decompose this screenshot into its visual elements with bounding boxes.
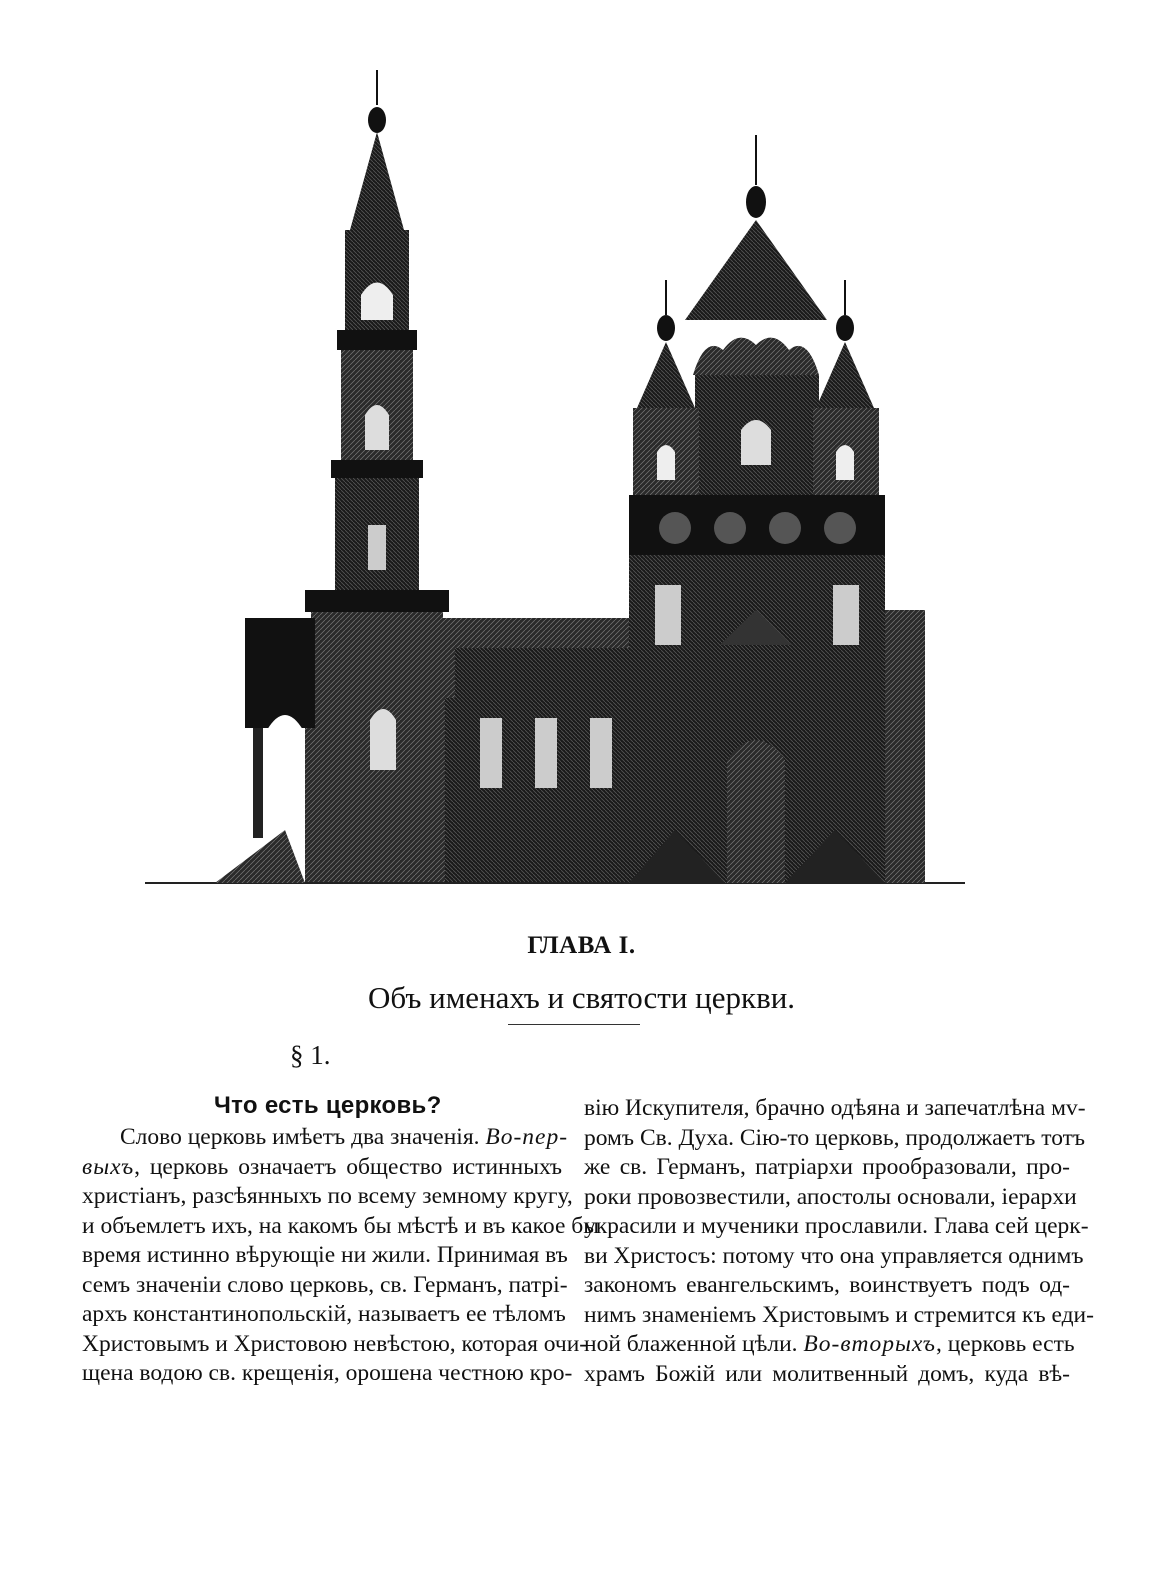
text-line: выхъ, церковь означаетъ общество истинныхъ (82, 1153, 562, 1180)
text-column-right (584, 1094, 1094, 1389)
title-divider (508, 1024, 640, 1025)
text-line: христіанъ, разсѣянныхъ по всему земному кругу, (82, 1183, 573, 1209)
church-domes (629, 135, 925, 883)
bell-tower (305, 70, 449, 642)
text-column-left (82, 1123, 599, 1389)
text-line: ви Христосъ: потому что она управляется однимъ (584, 1242, 1084, 1269)
text-line: ной блаженной цѣли. Во-вторыхъ, церковь есть (584, 1331, 1075, 1357)
text-line: вію Искупителя, брачно одѣяна и запечатлѣна мv- (584, 1095, 1086, 1121)
text-line: нимъ знаменіемъ Христовымъ и стремится къ еди- (584, 1301, 1094, 1328)
text-line: архъ константинопольскій, называетъ ее тѣломъ (82, 1301, 566, 1327)
text-line: храмъ Божій или молитвенный домъ, куда вѣ- (584, 1360, 1070, 1387)
text-line: щена водою св. крещенія, орошена честною кро- (82, 1360, 573, 1386)
text-line: ромъ Св. Духа. Сію-то церковь, продолжаетъ тотъ (584, 1124, 1086, 1151)
text-line: время истинно вѣрующіе ни жили. Принимая въ (82, 1242, 568, 1268)
chapter-heading: ГЛАВА I. (527, 932, 636, 959)
text-line: роки провозвестили, апостолы основали, іерархи (584, 1183, 1077, 1210)
text-line: Христовымъ и Христовою невѣстою, которая очи- (82, 1330, 588, 1357)
text-line: семъ значеніи слово церковь, св. Германъ, патрі- (82, 1271, 568, 1298)
text-line: закономъ евангельскимъ, воинствуетъ подъ од- (584, 1272, 1070, 1298)
text-line: Слово церковь имѣетъ два значенія. Во-пер- (120, 1124, 569, 1150)
text-line: же св. Германъ, патріархи прообразовали, про- (584, 1154, 1070, 1180)
section-heading: Что есть церковь? (214, 1092, 442, 1119)
text-line: украсили и мученики прославили. Глава сей церк- (584, 1213, 1089, 1239)
text-line: и объемлетъ ихъ, на какомъ бы мѣстѣ и въ какое бы (82, 1212, 599, 1239)
section-number: § 1. (290, 1040, 331, 1070)
chapter-title: Объ именахъ и святости церкви. (367, 980, 796, 1015)
church-engraving (145, 70, 965, 900)
